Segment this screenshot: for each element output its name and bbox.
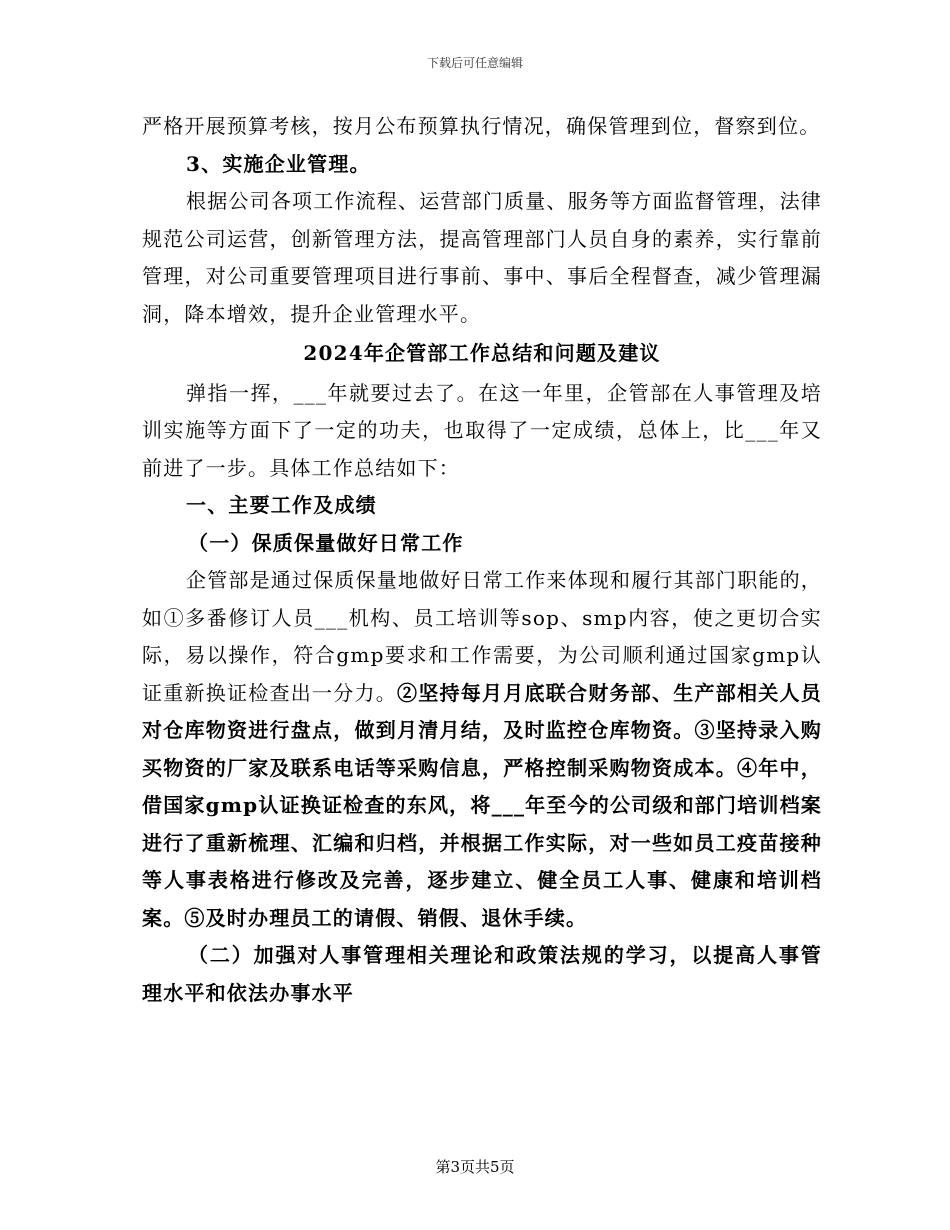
heading-main-work: 一、主要工作及成绩 <box>186 493 377 517</box>
heading-enterprise-management: 3、实施企业管理。 <box>186 151 371 176</box>
paragraph-budget-assessment: 严格开展预算考核，按月公布预算执行情况，确保管理到位，督察到位。 <box>142 114 821 138</box>
paragraph-daily-work <box>142 562 822 937</box>
paragraph-daily-work-bold: ②坚持每月月底联合财务部、生产部相关人员对仓库物资进行盘点，做到月清月结，及时监控仓库物资。③坚持录入购买物资的厂家及联系电话等采购信息，严格控制采购物资成本。④年中，借国家gmp认证换证检查的东风，将___年至今的公司级和部门培训档案进行了重新梳理、汇编和归档，并根据工作实际，对一些如员工疫苗接种等人事表格进行修改及完善，逐步建立、健全员工人事、健康和培训档案。⑤及时办理员工的请假、销假、退休手续。 <box>142 680 823 930</box>
paragraph-daily-work-normal: 企管部是通过保质保量地做好日常工作来体现和履行其部门职能的，如①多番修订人员___机构、员工培训等sop、smp内容，使之更切合实际，易以操作，符合gmp要求和工作需要，为公司顺利通过国家gmp认证重新换证检查出一分力。 <box>142 568 822 705</box>
paragraph-intro: 弹指一挥，___年就要过去了。在这一年里，企管部在人事管理及培训实施等方面下了一定的功夫，也取得了一定成绩，总体上，比___年又前进了一步。具体工作总结如下： <box>142 380 822 480</box>
heading-daily-work: （一）保质保量做好日常工作 <box>188 530 464 555</box>
document-body <box>142 108 822 1012</box>
heading-hr-learning: （二）加强对人事管理相关理论和政策法规的学习，以提高人事管理水平和依法办事水平 <box>142 943 822 1005</box>
header-note: 下载后可任意编辑 <box>426 56 523 70</box>
page-footer: 第3页共5页 <box>435 1158 515 1176</box>
paragraph-enterprise-management: 根据公司各项工作流程、运营部门质量、服务等方面监督管理，法律规范公司运营，创新管理方法，提高管理部门人员自身的素养，实行靠前管理，对公司重要管理项目进行事前、事中、事后全程督查，减少管理漏洞，降本增效，提升企业管理水平。 <box>142 189 822 326</box>
document-title: 2024年企管部工作总结和问题及建议 <box>303 341 661 365</box>
